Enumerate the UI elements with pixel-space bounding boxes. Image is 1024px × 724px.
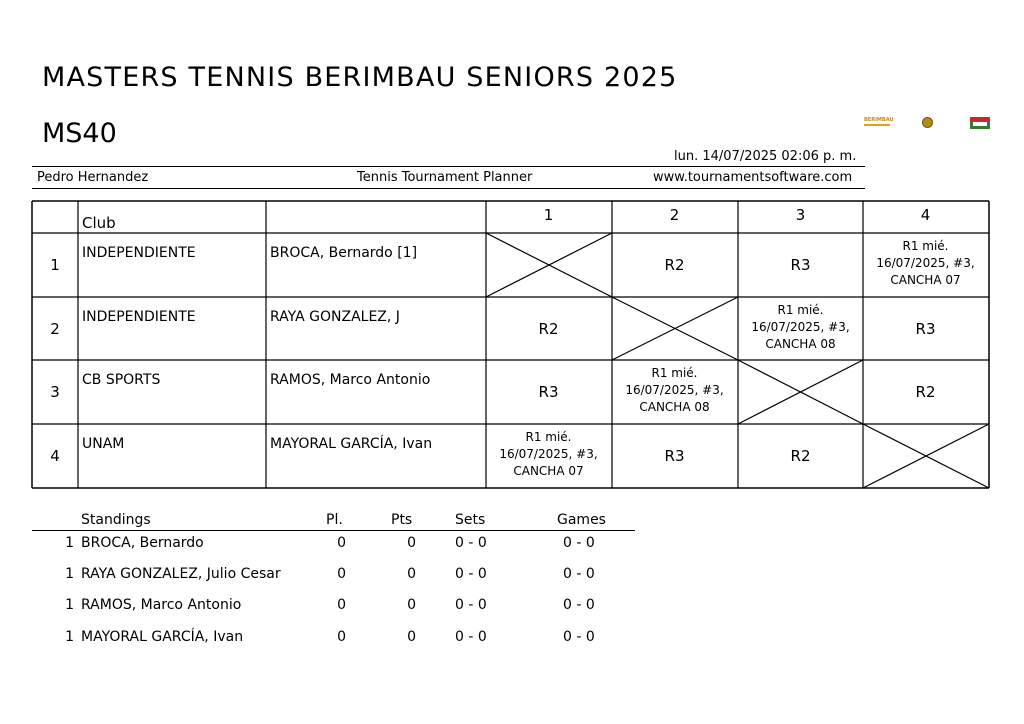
schedule-line: 16/07/2025, #3, xyxy=(499,447,598,461)
standing-rank: 1 xyxy=(65,535,74,551)
standing-player[interactable]: BROCA, Bernardo xyxy=(81,535,204,551)
round-label: R3 xyxy=(664,447,685,465)
round-label: R2 xyxy=(790,447,811,465)
schedule-line: R1 mié. xyxy=(525,430,572,444)
match-schedule xyxy=(863,238,988,289)
club-name: INDEPENDIENTE xyxy=(82,309,196,325)
standings-rule xyxy=(32,530,635,531)
player-name[interactable]: MAYORAL GARCÍA, Ivan xyxy=(270,436,433,452)
standing-sets: 0 - 0 xyxy=(455,535,487,551)
schedule-line: CANCHA 08 xyxy=(765,337,836,351)
standing-rank: 1 xyxy=(65,597,74,613)
round-robin-grid xyxy=(32,201,989,488)
schedule-line: R1 mié. xyxy=(902,239,949,253)
played-header: Pl. xyxy=(326,512,343,528)
round-label: R2 xyxy=(915,383,936,401)
round-label: R2 xyxy=(664,256,685,274)
standing-played: 0 xyxy=(337,566,346,582)
standing-sets: 0 - 0 xyxy=(455,629,487,645)
schedule-line: R1 mié. xyxy=(777,303,824,317)
match-schedule xyxy=(738,302,863,353)
standing-points: 0 xyxy=(407,566,416,582)
berimbau-logo xyxy=(862,117,892,128)
schedule-line: 16/07/2025, #3, xyxy=(751,320,850,334)
standing-sets: 0 - 0 xyxy=(455,597,487,613)
standing-played: 0 xyxy=(337,629,346,645)
column-number-header: 3 xyxy=(795,206,806,224)
player-name[interactable]: RAYA GONZALEZ, J xyxy=(270,309,400,325)
standing-player[interactable]: RAYA GONZALEZ, Julio Cesar xyxy=(81,566,281,582)
schedule-line: CANCHA 07 xyxy=(513,464,584,478)
round-label: R3 xyxy=(915,319,936,338)
round-seal-logo xyxy=(922,117,933,128)
club-column-header: Club xyxy=(82,214,116,232)
standing-games: 0 - 0 xyxy=(563,597,595,613)
website-link[interactable]: www.tournamentsoftware.com xyxy=(653,170,853,185)
tournament-title: MASTERS TENNIS BERIMBAU SENIORS 2025 xyxy=(42,62,678,93)
berimbau-logo-text: BERIMBAU xyxy=(864,117,894,123)
row-number: 4 xyxy=(50,447,60,465)
organizer-name: Pedro Hernandez xyxy=(37,170,149,185)
app-name: Tennis Tournament Planner xyxy=(357,170,533,185)
standing-sets: 0 - 0 xyxy=(455,566,487,582)
round-label: R3 xyxy=(538,383,559,401)
standing-games: 0 - 0 xyxy=(563,535,595,551)
header-rule-top xyxy=(32,166,865,167)
schedule-line: 16/07/2025, #3, xyxy=(876,256,975,270)
flag-logo xyxy=(970,117,990,129)
standing-points: 0 xyxy=(407,629,416,645)
row-number: 1 xyxy=(50,256,60,274)
print-timestamp: lun. 14/07/2025 02:06 p. m. xyxy=(674,149,857,164)
sets-header: Sets xyxy=(455,512,486,528)
schedule-line: 16/07/2025, #3, xyxy=(625,383,724,397)
column-number-header: 2 xyxy=(669,206,680,224)
row-number: 2 xyxy=(50,319,60,338)
round-label: R3 xyxy=(790,256,811,274)
standing-played: 0 xyxy=(337,535,346,551)
column-number-header: 1 xyxy=(543,206,554,224)
player-name[interactable]: RAMOS, Marco Antonio xyxy=(270,372,431,388)
event-name: MS40 xyxy=(42,118,117,149)
standing-points: 0 xyxy=(407,597,416,613)
club-name: UNAM xyxy=(82,436,125,452)
standing-rank: 1 xyxy=(65,566,74,582)
standings-header: Standings xyxy=(81,512,151,528)
standing-player[interactable]: MAYORAL GARCÍA, Ivan xyxy=(81,629,244,645)
schedule-line: CANCHA 08 xyxy=(639,400,710,414)
schedule-line: CANCHA 07 xyxy=(890,273,961,287)
match-schedule xyxy=(486,429,611,480)
club-name: INDEPENDIENTE xyxy=(82,245,196,261)
standing-games: 0 - 0 xyxy=(563,629,595,645)
standing-player[interactable]: RAMOS, Marco Antonio xyxy=(81,597,242,613)
player-name[interactable]: BROCA, Bernardo [1] xyxy=(270,245,418,261)
schedule-line: R1 mié. xyxy=(651,366,698,380)
round-label: R2 xyxy=(538,319,559,338)
match-schedule xyxy=(612,365,737,416)
header-rule-bottom xyxy=(32,188,865,189)
standing-played: 0 xyxy=(337,597,346,613)
standing-games: 0 - 0 xyxy=(563,566,595,582)
standing-points: 0 xyxy=(407,535,416,551)
points-header: Pts xyxy=(391,512,413,528)
standing-rank: 1 xyxy=(65,629,74,645)
row-number: 3 xyxy=(50,383,60,401)
sponsor-logos xyxy=(862,117,992,131)
club-name: CB SPORTS xyxy=(82,372,161,388)
column-number-header: 4 xyxy=(920,206,931,224)
games-header: Games xyxy=(557,512,606,528)
